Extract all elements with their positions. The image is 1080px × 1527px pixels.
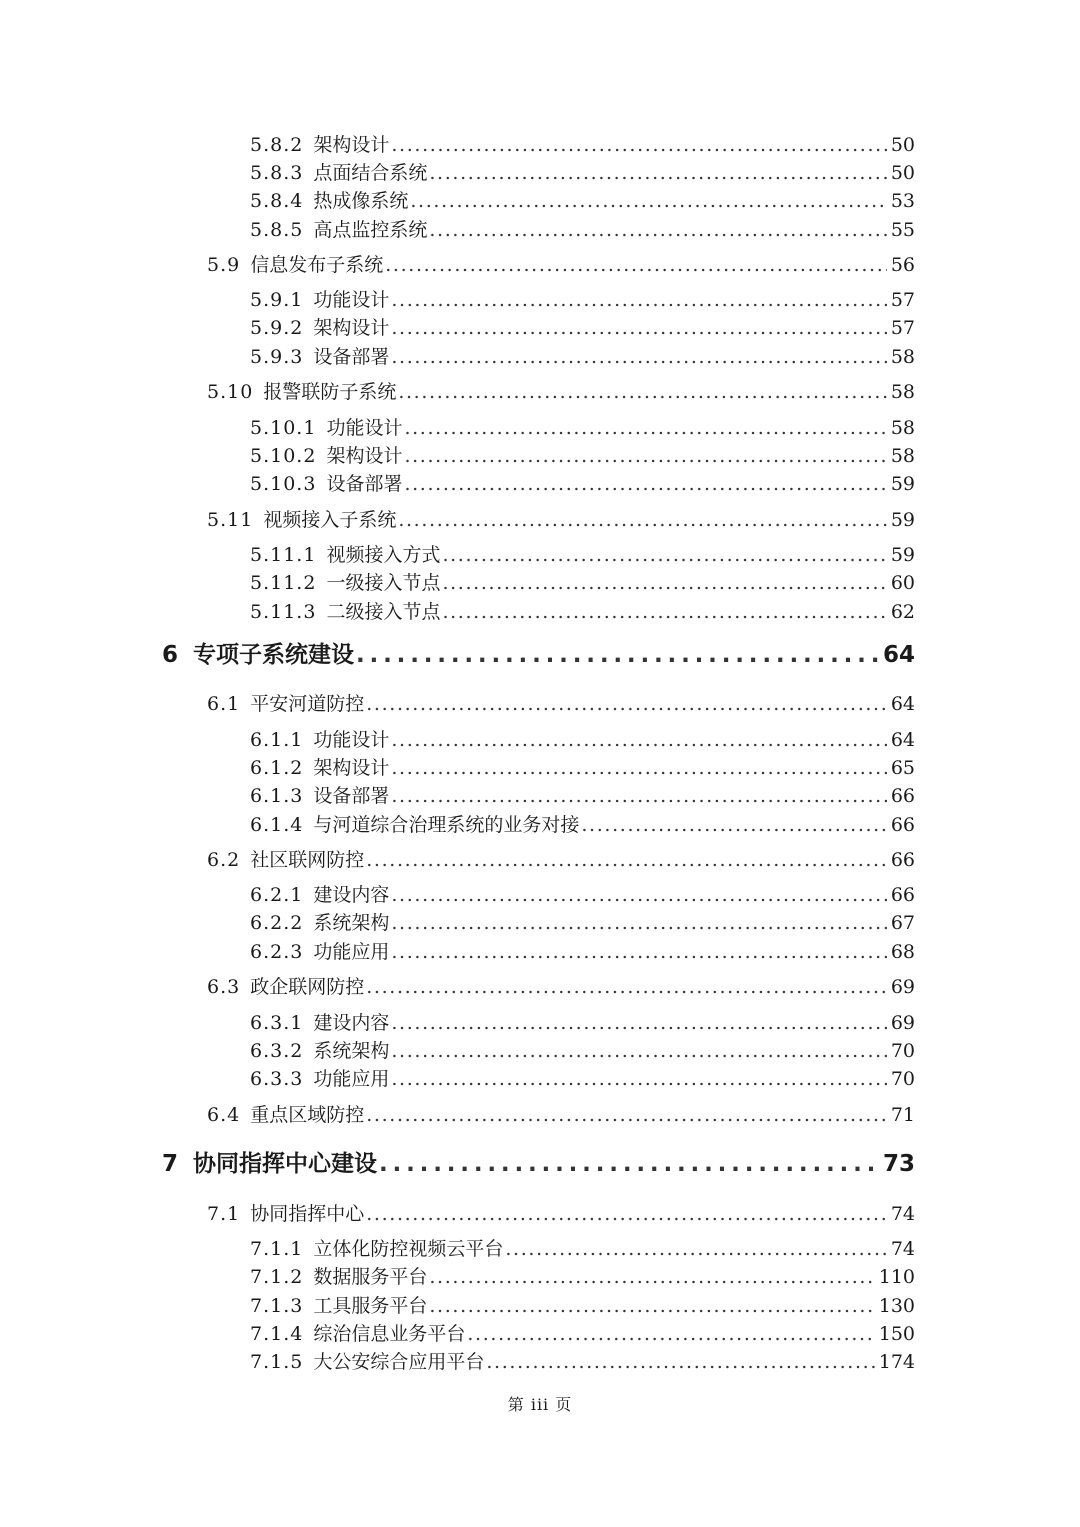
toc-entry-page: 66 [890, 785, 915, 807]
toc-entry-page: 58 [890, 445, 915, 467]
toc-entry[interactable] [207, 690, 915, 718]
dot-leader [391, 1037, 886, 1065]
toc-entry-number: 5.8.3 [250, 162, 304, 184]
dot-leader [391, 286, 886, 314]
toc-entry-page: 60 [890, 572, 915, 594]
toc-entry-title: 专项子系统建设 [193, 642, 355, 668]
dot-leader [442, 569, 886, 597]
toc-entry-title: 重点区域防控 [250, 1104, 365, 1126]
toc-entry-page: 73 [882, 1151, 915, 1177]
toc-entry-number: 6.2 [207, 849, 241, 871]
toc-entry-page: 62 [890, 601, 915, 623]
toc-entry[interactable] [250, 159, 915, 187]
toc-entry-title: 点面结合系统 [313, 162, 428, 184]
dot-leader [391, 726, 886, 754]
dot-leader [366, 1200, 887, 1228]
toc-entry[interactable] [250, 598, 915, 626]
toc-entry[interactable] [250, 909, 915, 937]
toc-entry-title: 信息发布子系统 [250, 254, 384, 276]
toc-entry-page: 67 [890, 912, 915, 934]
toc-entry-page: 68 [890, 941, 915, 963]
toc-entry[interactable] [250, 754, 915, 782]
toc-entry-page: 69 [890, 976, 915, 998]
toc-entry-number: 5.9.1 [250, 289, 304, 311]
toc-entry-number: 5.10.3 [250, 473, 317, 495]
toc-entry-number: 7.1 [207, 1203, 241, 1225]
toc-entry-title: 政企联网防控 [250, 976, 365, 998]
toc-entry[interactable] [250, 414, 915, 442]
dot-leader [505, 1235, 886, 1263]
toc-entry-page: 57 [890, 289, 915, 311]
toc-entry[interactable] [250, 541, 915, 569]
toc-entry[interactable] [250, 726, 915, 754]
dot-leader [366, 1101, 887, 1129]
toc-entry-number: 7.1.5 [250, 1351, 304, 1373]
dot-leader [366, 973, 887, 1001]
toc-entry-title: 设备部署 [326, 473, 403, 495]
toc-entry[interactable] [250, 1235, 915, 1263]
dot-leader [391, 1009, 886, 1037]
toc-entry-page: 55 [890, 219, 915, 241]
dot-leader [398, 378, 886, 406]
toc-entry-number: 5.10 [207, 381, 254, 403]
dot-leader [429, 1292, 874, 1320]
toc-entry-title: 架构设计 [313, 317, 390, 339]
toc-entry-title: 视频接入方式 [326, 544, 441, 566]
toc-entry[interactable] [250, 1292, 915, 1320]
dot-leader [486, 1348, 874, 1376]
toc-chapter-entry[interactable] [162, 1147, 915, 1181]
dot-leader [442, 541, 886, 569]
toc-entry-number: 5.9.2 [250, 317, 304, 339]
toc-entry-number: 5.11.2 [250, 572, 317, 594]
dot-leader [404, 414, 886, 442]
toc-entry[interactable] [250, 811, 915, 839]
toc-entry-number: 5.11 [207, 509, 254, 531]
toc-entry[interactable] [250, 881, 915, 909]
toc-entry-number: 5.8.2 [250, 134, 304, 156]
toc-entry-number: 5.11.1 [250, 544, 317, 566]
toc-entry-page: 58 [890, 346, 915, 368]
toc-entry-number: 6.4 [207, 1104, 241, 1126]
toc-entry-number: 7.1.3 [250, 1295, 304, 1317]
dot-leader [429, 1263, 874, 1291]
toc-entry-number: 5.9.3 [250, 346, 304, 368]
dot-leader [429, 159, 886, 187]
dot-leader [379, 1147, 879, 1181]
toc-entry-number: 6.3.2 [250, 1040, 304, 1062]
toc-entry-page: 50 [890, 162, 915, 184]
toc-entry-page: 59 [890, 473, 915, 495]
toc-entry[interactable] [250, 1009, 915, 1037]
toc-entry-title: 系统架构 [313, 1040, 390, 1062]
toc-entry-number: 6.3 [207, 976, 241, 998]
toc-entry-number: 7.1.2 [250, 1266, 304, 1288]
toc-entry-title: 协同指挥中心建设 [193, 1151, 378, 1177]
toc-entry-number: 6.3.3 [250, 1068, 304, 1090]
toc-entry-number: 6.1.1 [250, 729, 304, 751]
toc-entry-page: 74 [890, 1238, 915, 1260]
toc-entry-page: 64 [890, 693, 915, 715]
toc-entry-page: 64 [882, 642, 915, 668]
toc-entry-number: 6.1.2 [250, 757, 304, 779]
toc-entry-title: 建设内容 [313, 884, 390, 906]
dot-leader [391, 1065, 886, 1093]
dot-leader [366, 690, 887, 718]
toc-entry[interactable] [250, 1065, 915, 1093]
toc-entry-title: 架构设计 [313, 134, 390, 156]
toc-entry-number: 6 [162, 642, 180, 668]
toc-entry[interactable] [250, 131, 915, 159]
toc-entry-page: 74 [890, 1203, 915, 1225]
toc-entry-number: 6.3.1 [250, 1012, 304, 1034]
toc-entry[interactable] [250, 187, 915, 215]
toc-entry-number: 6.1.3 [250, 785, 304, 807]
toc-entry-page: 58 [890, 417, 915, 439]
toc-entry[interactable] [207, 973, 915, 1001]
toc-entry-title: 工具服务平台 [313, 1295, 428, 1317]
toc-entry[interactable] [207, 378, 915, 406]
dot-leader [404, 442, 886, 470]
toc-entry[interactable] [250, 343, 915, 371]
toc-entry-title: 一级接入节点 [326, 572, 441, 594]
toc-entry[interactable] [207, 251, 915, 279]
toc-entry-page: 66 [890, 814, 915, 836]
dot-leader [366, 846, 887, 874]
toc-entry-page: 57 [890, 317, 915, 339]
toc-entry-number: 6.1 [207, 693, 241, 715]
toc-entry-title: 大公安综合应用平台 [313, 1351, 485, 1373]
toc-entry[interactable] [207, 846, 915, 874]
toc-entry[interactable] [250, 470, 915, 498]
dot-leader [391, 314, 886, 342]
dot-leader [391, 909, 886, 937]
dot-leader [391, 782, 886, 810]
toc-entry-page: 50 [890, 134, 915, 156]
toc-entry-number: 6.2.2 [250, 912, 304, 934]
toc-entry-page: 65 [890, 757, 915, 779]
toc-entry-title: 设备部署 [313, 346, 390, 368]
toc-entry-number: 6.2.3 [250, 941, 304, 963]
toc-entry-title: 功能设计 [326, 417, 403, 439]
toc-entry-title: 报警联防子系统 [263, 381, 397, 403]
toc-entry-page: 53 [890, 190, 915, 212]
toc-entry[interactable] [250, 938, 915, 966]
toc-entry-page: 130 [878, 1295, 915, 1317]
toc-entry-number: 6.2.1 [250, 884, 304, 906]
toc-entry[interactable] [207, 506, 915, 534]
toc-entry-page: 70 [890, 1040, 915, 1062]
toc-entry-title: 立体化防控视频云平台 [313, 1238, 504, 1260]
toc-entry-title: 建设内容 [313, 1012, 390, 1034]
toc-entry-number: 5.11.3 [250, 601, 317, 623]
toc-entry[interactable] [250, 569, 915, 597]
dot-leader [429, 216, 886, 244]
toc-entry-number: 6.1.4 [250, 814, 304, 836]
toc-entry-title: 系统架构 [313, 912, 390, 934]
toc-entry-number: 7.1.1 [250, 1238, 304, 1260]
toc-entry-page: 64 [890, 729, 915, 751]
toc-entry[interactable] [250, 442, 915, 470]
toc-entry[interactable] [250, 1263, 915, 1291]
dot-leader [410, 187, 886, 215]
toc-entry-number: 5.10.1 [250, 417, 317, 439]
toc-entry-title: 设备部署 [313, 785, 390, 807]
toc-entry-number: 7.1.4 [250, 1323, 304, 1345]
toc-entry-title: 架构设计 [326, 445, 403, 467]
toc-entry[interactable] [250, 216, 915, 244]
toc-entry-title: 数据服务平台 [313, 1266, 428, 1288]
dot-leader [385, 251, 887, 279]
toc-entry-number: 7 [162, 1151, 180, 1177]
toc-entry[interactable] [250, 1037, 915, 1065]
toc-entry-page: 66 [890, 884, 915, 906]
toc-entry-title: 协同指挥中心 [250, 1203, 365, 1225]
toc-entry[interactable] [250, 314, 915, 342]
toc-entry-page: 70 [890, 1068, 915, 1090]
dot-leader [467, 1320, 874, 1348]
toc-entry[interactable] [207, 1101, 915, 1129]
toc-entry-title: 二级接入节点 [326, 601, 441, 623]
dot-leader [356, 638, 879, 672]
toc-entry-number: 5.8.5 [250, 219, 304, 241]
toc-entry-page: 150 [878, 1323, 915, 1345]
toc-entry-number: 5.9 [207, 254, 241, 276]
dot-leader [391, 343, 886, 371]
toc-entry-title: 视频接入子系统 [263, 509, 397, 531]
toc-entry-page: 69 [890, 1012, 915, 1034]
dot-leader [391, 131, 886, 159]
toc-entry[interactable] [250, 1320, 915, 1348]
dot-leader [398, 506, 886, 534]
toc-entry-title: 架构设计 [313, 757, 390, 779]
toc-entry-page: 59 [890, 509, 915, 531]
toc-entry[interactable] [250, 782, 915, 810]
dot-leader [391, 881, 886, 909]
toc-entry-page: 110 [878, 1266, 915, 1288]
toc-entry-title: 综治信息业务平台 [313, 1323, 466, 1345]
dot-leader [404, 470, 886, 498]
toc-entry-number: 5.10.2 [250, 445, 317, 467]
toc-entry-title: 社区联网防控 [250, 849, 365, 871]
toc-entry-title: 与河道综合治理系统的业务对接 [313, 814, 580, 836]
toc-entry[interactable] [250, 1348, 915, 1376]
dot-leader [391, 938, 886, 966]
toc-entry-page: 71 [890, 1104, 915, 1126]
toc-entry[interactable] [207, 1200, 915, 1228]
page-footer: 第 iii 页 [507, 1395, 573, 1414]
toc-entry-title: 功能应用 [313, 1068, 390, 1090]
dot-leader [442, 598, 886, 626]
toc-entry-page: 59 [890, 544, 915, 566]
toc-entry-page: 56 [890, 254, 915, 276]
toc-entry-number: 5.8.4 [250, 190, 304, 212]
toc-entry-page: 58 [890, 381, 915, 403]
toc-entry[interactable] [250, 286, 915, 314]
dot-leader [581, 811, 886, 839]
toc-chapter-entry[interactable] [162, 638, 915, 672]
toc-entry-title: 高点监控系统 [313, 219, 428, 241]
dot-leader [391, 754, 886, 782]
toc-entry-page: 174 [878, 1351, 915, 1373]
toc-entry-title: 功能应用 [313, 941, 390, 963]
toc-entry-title: 平安河道防控 [250, 693, 365, 715]
toc-entry-title: 功能设计 [313, 289, 390, 311]
toc-entry-title: 热成像系统 [313, 190, 409, 212]
toc-entry-page: 66 [890, 849, 915, 871]
toc-entry-title: 功能设计 [313, 729, 390, 751]
